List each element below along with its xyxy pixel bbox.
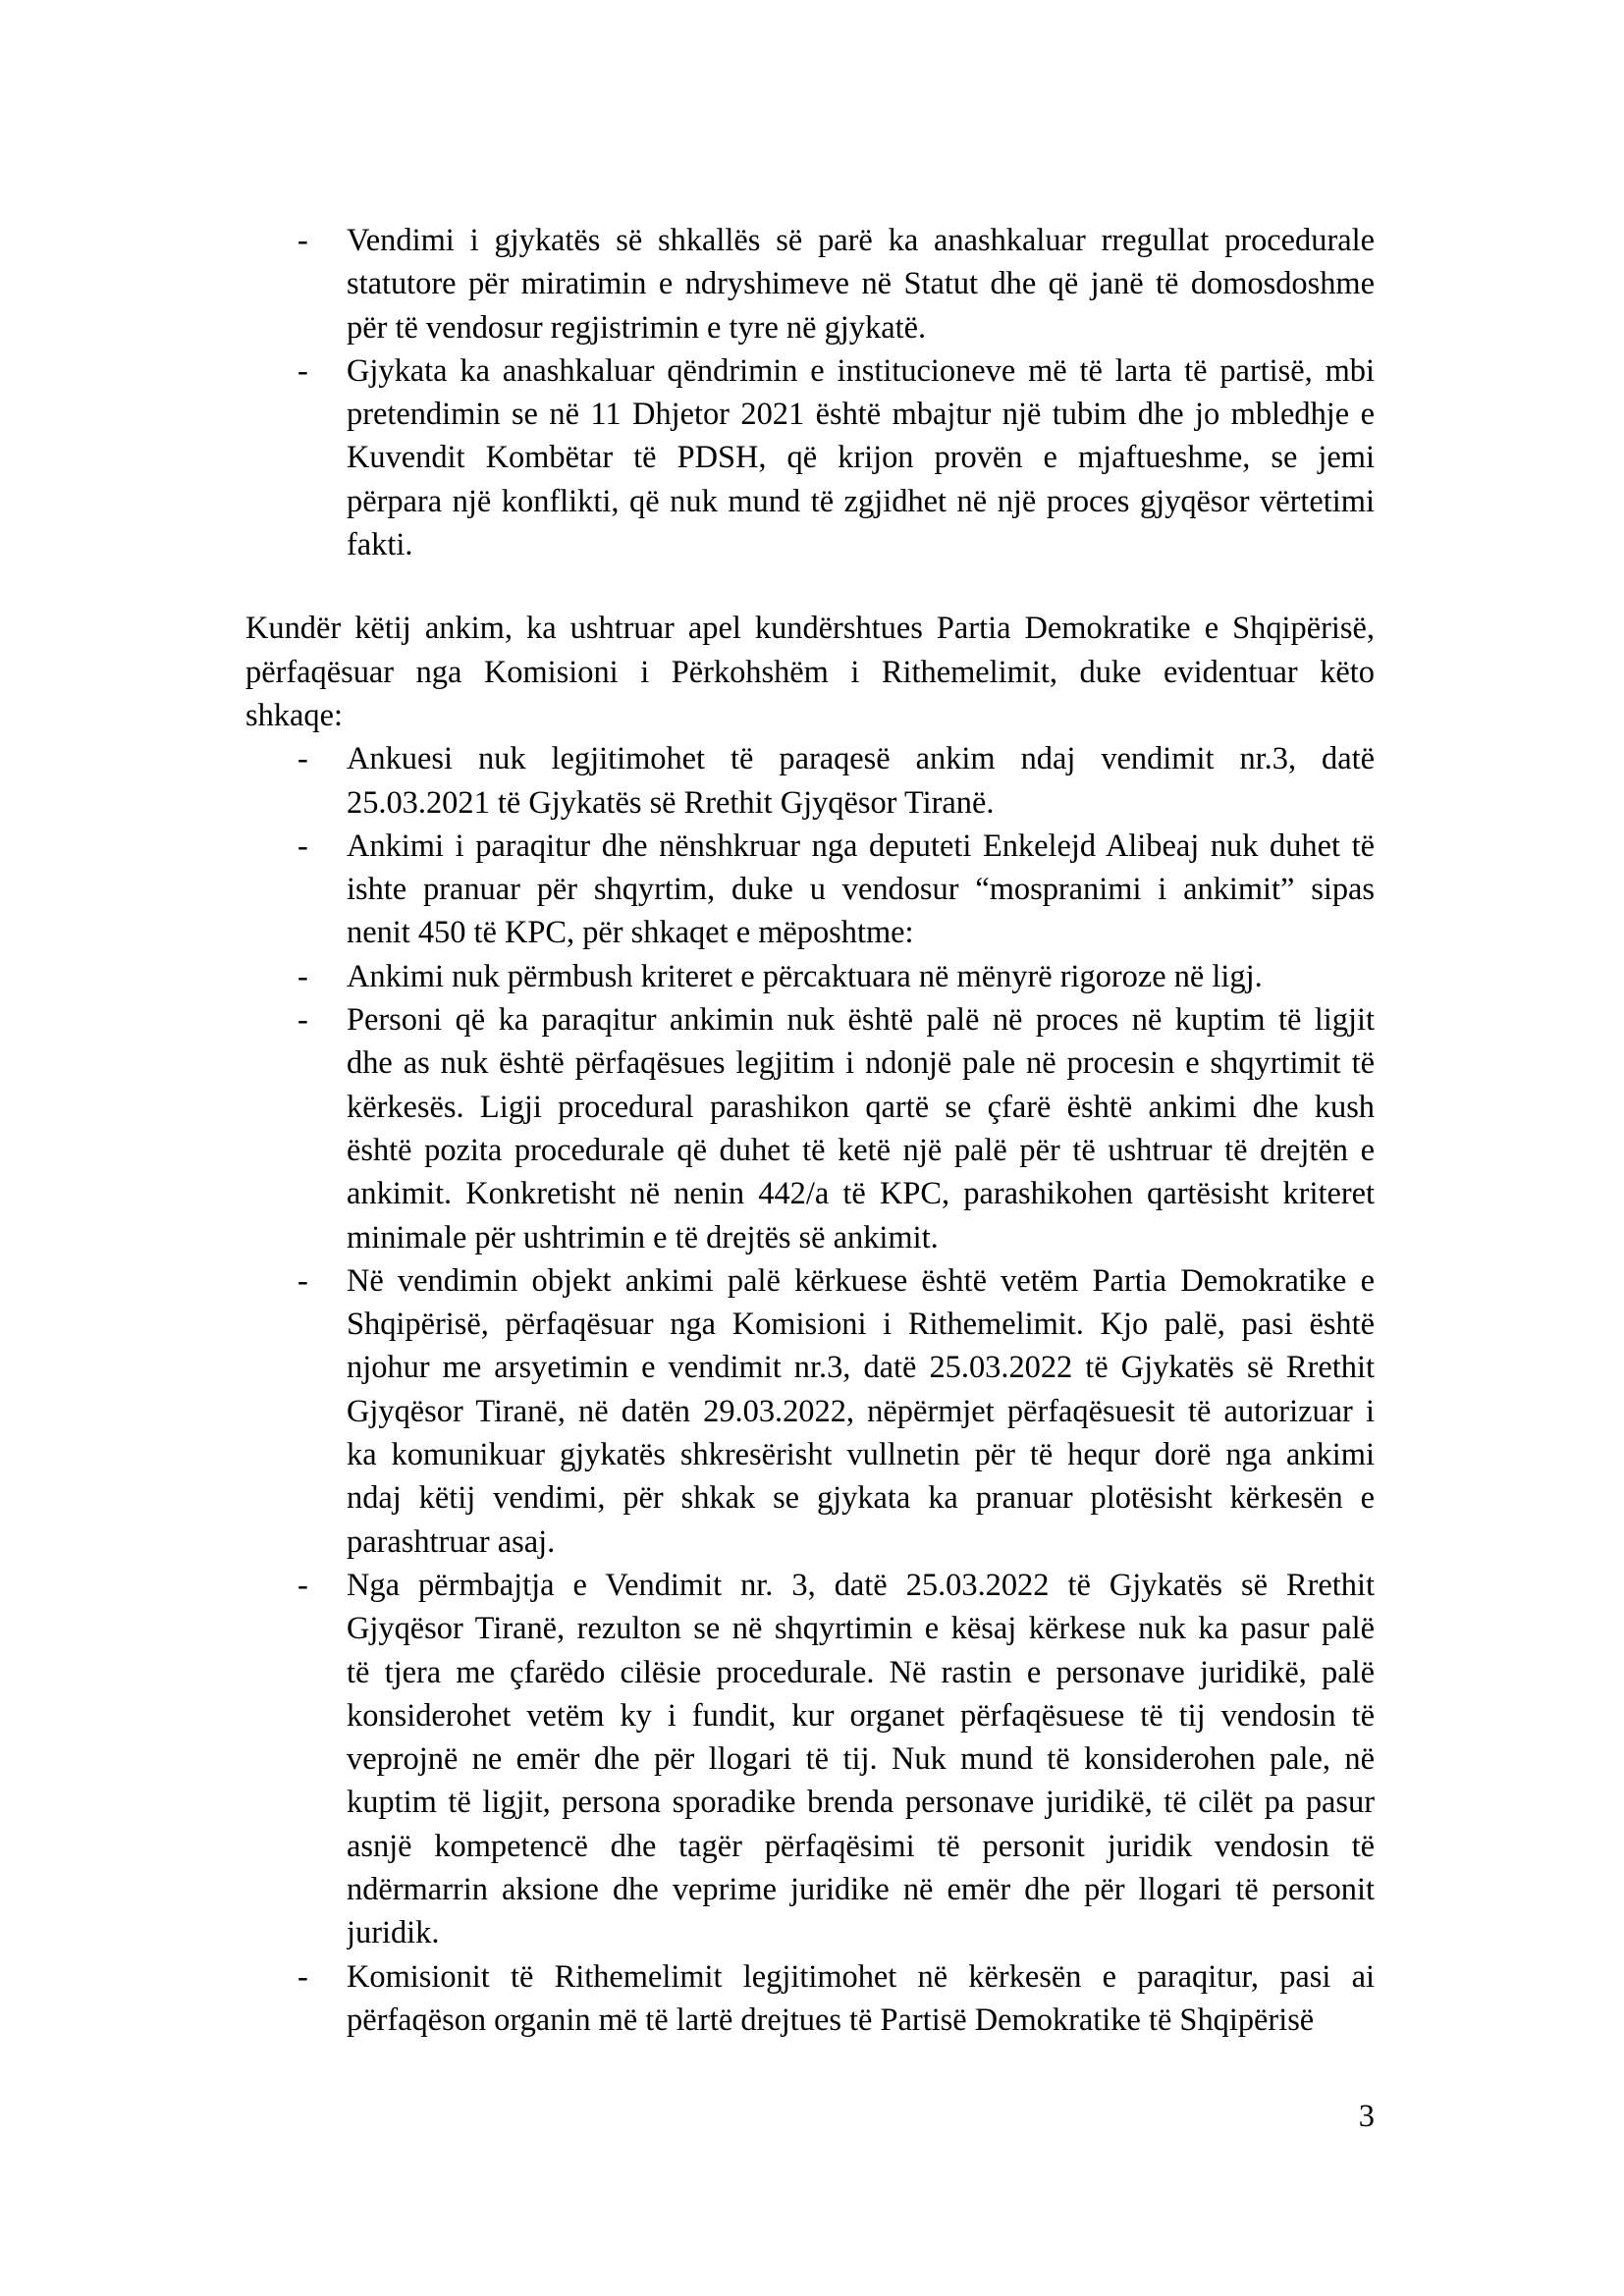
- dash-bullet: -: [298, 958, 308, 994]
- list-item: [245, 1259, 1375, 1564]
- list-item: [245, 349, 1375, 566]
- text-line: Komisionit të Rithemelimit legjitimohet në kërkesën e paraqitur, pasi ai: [347, 1958, 1375, 1995]
- text-line: ka komunikuar gjykatës shkresërisht vullnetin për të hequr dorë nga ankimi: [347, 1437, 1375, 1473]
- text-line: minimale për ushtrimin e të drejtës së ankimit.: [347, 1219, 939, 1255]
- text-line: Kuvendit Kombëtar të PDSH, që krijon provën e mjaftueshme, se jemi: [347, 440, 1375, 476]
- text-line: parashtruar asaj.: [347, 1523, 556, 1560]
- text-line: dhe as nuk është përfaqësues legjitim i ndonjë pale në procesin e shqyrtimit të: [347, 1045, 1375, 1082]
- text-line: konsiderohet vetëm ky i fundit, kur organet përfaqësuese të tij vendosin të: [347, 1697, 1375, 1734]
- dash-bullet: -: [298, 223, 308, 258]
- text-line: Personi që ka paraqitur ankimin nuk është palë në proces në kuptim të ligjit: [347, 1002, 1375, 1039]
- text-line: përpara një konflikti, që nuk mund të zgjidhet në një proces gjyqësor vërtetimi: [347, 483, 1375, 519]
- text-line: Shqipërisë, përfaqësuar nga Komisioni i Rithemelimit. Kjo palë, pasi është: [347, 1307, 1375, 1343]
- text-line: përfaqëson organin më të lartë drejtues të Partisë Demokratike të Shqipërisë: [347, 2002, 1315, 2038]
- text-line: fakti.: [347, 527, 413, 563]
- page-number: 3: [1358, 2099, 1375, 2134]
- text-line: Kundër këtij ankim, ka ushtruar apel kundërshtues Partia Demokratike e Shqipërisë,: [245, 611, 1375, 647]
- paragraph: [245, 607, 1375, 737]
- dash-bullet: -: [298, 828, 308, 864]
- text-line: shkaqe:: [245, 697, 343, 733]
- text-line: pretendimin se në 11 Dhjetor 2021 është mbajtur një tubim dhe jo mbledhje e: [347, 397, 1375, 433]
- list-item: [245, 1955, 1375, 2043]
- text-line: Gjykata ka anashkaluar qëndrimin e institucioneve më të larta të partisë, mbi: [347, 352, 1375, 389]
- list-item: [245, 998, 1375, 1259]
- dash-bullet: -: [298, 1567, 308, 1603]
- text-line: Ankuesi nuk legjitimohet të paraqesë ankim ndaj vendimit nr.3, datë: [347, 741, 1375, 777]
- dash-bullet: -: [298, 1958, 308, 1995]
- text-line: Ankimi i paraqitur dhe nënshkruar nga deputeti Enkelejd Alibeaj nuk duhet të: [347, 828, 1375, 864]
- text-line: Ankimi nuk përmbush kriteret e përcaktuara në mënyrë rigoroze në ligj.: [347, 958, 1263, 994]
- text-line: njohur me arsyetimin e vendimit nr.3, datë 25.03.2022 të Gjykatës së Rrethit: [347, 1350, 1375, 1386]
- text-line: statutore për miratimin e ndryshimeve në Statut dhe që janë të domosdoshme: [347, 266, 1375, 302]
- text-line: juridik.: [347, 1915, 440, 1951]
- list-item: [245, 955, 1375, 998]
- text-line: Gjyqësor Tiranë, në datën 29.03.2022, nëpërmjet përfaqësuesit të autorizuar i: [347, 1393, 1375, 1429]
- text-line: Vendimi i gjykatës së shkallës së parë ka anashkaluar rregullat procedurale: [347, 223, 1375, 258]
- document-body: [245, 219, 1375, 2042]
- list-item: [245, 1564, 1375, 1955]
- text-line: të tjera me çfarëdo cilësie procedurale. Në rastin e personave juridikë, palë: [347, 1654, 1375, 1690]
- dash-bullet: -: [298, 741, 308, 777]
- text-line: për të vendosur regjistrimin e tyre në gjykatë.: [347, 309, 927, 346]
- text-line: 25.03.2021 të Gjykatës së Rrethit Gjyqësor Tiranë.: [347, 784, 995, 821]
- text-line: ndërmarrin aksione dhe veprime juridike në emër dhe për llogari të personit: [347, 1871, 1375, 1907]
- list-item: [245, 219, 1375, 349]
- dash-bullet: -: [298, 352, 308, 389]
- dash-bullet: -: [298, 1002, 308, 1039]
- text-line: veprojnë ne emër dhe për llogari të tij. Nuk mund të konsiderohen pale, në: [347, 1741, 1375, 1778]
- text-line: asnjë kompetencë dhe tagër përfaqësimi të personit juridik vendosin të: [347, 1828, 1375, 1864]
- blank-line: [245, 566, 1375, 607]
- text-line: kërkesës. Ligji procedural parashikon qartë se çfarë është ankimi dhe kush: [347, 1089, 1375, 1125]
- text-line: përfaqësuar nga Komisioni i Përkohshëm i Rithemelimit, duke evidentuar këto: [245, 654, 1375, 690]
- text-line: Gjyqësor Tiranë, rezulton se në shqyrtimin e kësaj kërkese nuk ka pasur palë: [347, 1611, 1375, 1647]
- text-line: kuptim të ligjit, persona sporadike brenda personave juridikë, të cilët pa pasur: [347, 1785, 1375, 1821]
- text-line: nenit 450 të KPC, për shkaqet e mëposhtme:: [347, 915, 914, 951]
- text-line: ndaj këtij vendimi, për shkak se gjykata ka pranuar plotësisht kërkesën e: [347, 1480, 1375, 1517]
- dash-bullet: -: [298, 1262, 308, 1299]
- list-item: [245, 737, 1375, 825]
- text-line: është pozita procedurale që duhet të ketë një palë për të ushtruar të drejtën e: [347, 1132, 1375, 1168]
- text-line: Në vendimin objekt ankimi palë kërkuese është vetëm Partia Demokratike e: [347, 1262, 1375, 1299]
- text-line: ishte pranuar për shqyrtim, duke u vendosur “mospranimi i ankimit” sipas: [347, 872, 1375, 908]
- text-line: Nga përmbajtja e Vendimit nr. 3, datë 25.03.2022 të Gjykatës së Rrethit: [347, 1567, 1375, 1603]
- list-item: [245, 825, 1375, 955]
- text-line: ankimit. Konkretisht në nenin 442/a të KPC, parashikohen qartësisht kriteret: [347, 1176, 1375, 1212]
